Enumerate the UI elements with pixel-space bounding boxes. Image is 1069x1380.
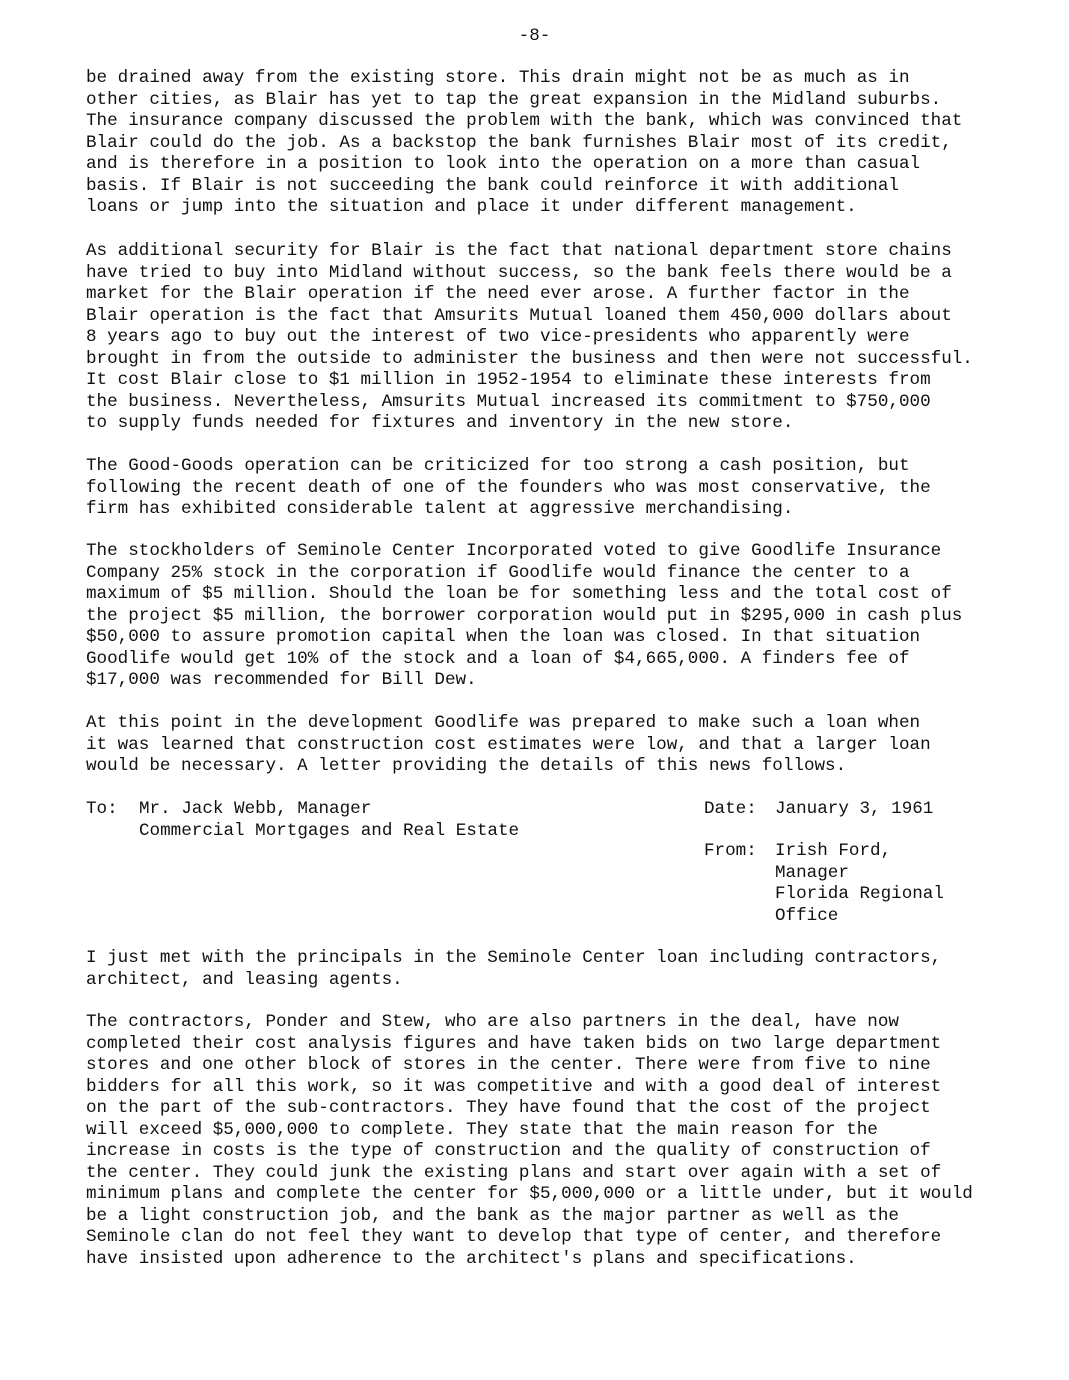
page-number: -8- xyxy=(518,26,551,46)
paragraph-blair-security: As additional security for Blair is the fact that national department store chains have tried to buy into Midland without success, so the bank feels there would be a market for the Blair operation if the need ever arose. A further factor in the Blair operation is the fact that Amsurits Mutual loaned them 450,000 dollars about 8 years ago to buy out the interest of two vice-presidents who apparently were brought in from the outside to administer the business and then were not successful. It cost Blair close to $1 million in 1952-1954 to eliminate these interests from the business. Nevertheless, Amsurits Mutual increased its commitment to $750,000 to supply funds needed for fixtures and inventory in the new store. xyxy=(86,241,973,433)
memo-date-label: Date: xyxy=(704,799,757,819)
memo-to-label: To: xyxy=(86,799,118,819)
paragraph-seminole-stockholders: The stockholders of Seminole Center Incorporated voted to give Goodlife Insurance Company 25% stock in the corporation if Goodlife would finance the center to a maximum of $5 million. Should the loan be for something less and the total cost of the project $5 million, the borrower corporation would put in $295,000 in cash plus $50,000 to assure promotion capital when the loan was closed. In that situation Goodlife would get 10% of the stock and a loan of $4,665,000. A finders fee of $17,000 was recommended for Bill Dew. xyxy=(86,541,963,690)
paragraph-good-goods: The Good-Goods operation can be criticized for too strong a cash position, but following the recent death of one of the founders who was most conservative, the firm has exhibited considerable talent at aggressive merchandising. xyxy=(86,456,931,519)
paragraph-construction-estimates: At this point in the development Goodlife was prepared to make such a loan when it was learned that construction cost estimates were low, and that a larger loan would be necessary. A letter providing the details of this news follows. xyxy=(86,713,931,776)
paragraph-principals-meeting: I just met with the principals in the Seminole Center loan including contractors, architect, and leasing agents. xyxy=(86,948,942,990)
memo-from-value: Irish Ford, Manager Florida Regional Office xyxy=(775,841,944,926)
memo-to-value: Mr. Jack Webb, Manager Commercial Mortgages and Real Estate xyxy=(139,799,520,841)
paragraph-contractors-cost: The contractors, Ponder and Stew, who are also partners in the deal, have now completed their cost analysis figures and have taken bids on two large department stores and one other block of stores in the center. There were from five to nine bidders for all this work, so it was competitive and with a good deal of interest on the part of the sub-contractors. They have found that the cost of the project will exceed $5,000,000 to complete. They state that the main reason for the increase in costs is the type of construction and the quality of construction of the center. They could junk the existing plans and start over again with a set of minimum plans and complete the center for $5,000,000 or a little under, but it would be a light construction job, and the bank as the major partner as well as the Seminole clan do not feel they want to develop that type of center, and therefore have insisted upon adherence to the architect's plans and specifications. xyxy=(86,1012,973,1269)
paragraph-blair-store-drain: be drained away from the existing store. This drain might not be as much as in other cities, as Blair has yet to tap the great expansion in the Midland suburbs. The insurance company discussed the problem with the bank, which was convinced that Blair could do the job. As a backstop the bank furnishes Blair most of its credit, and is therefore in a position to look into the operation on a more than casual basis. If Blair is not succeeding the bank could reinforce it with additional loans or jump into the situation and place it under different management. xyxy=(86,68,963,217)
memo-from-label: From: xyxy=(704,841,757,861)
memo-date-value: January 3, 1961 xyxy=(775,799,934,819)
